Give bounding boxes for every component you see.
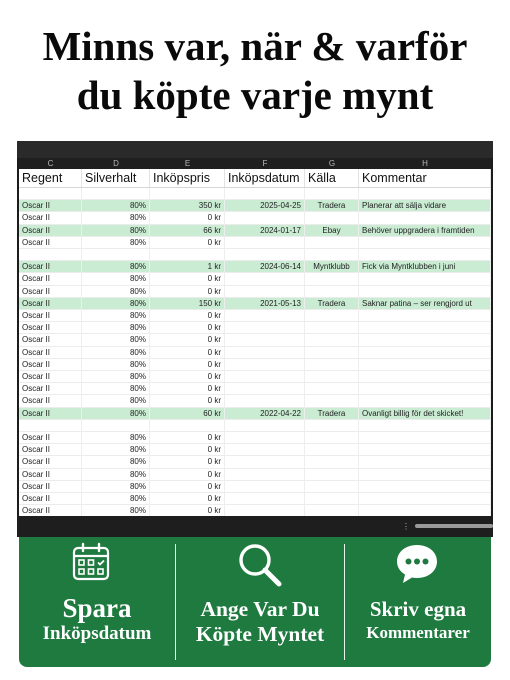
cell-silverhalt[interactable]: 80% [82, 493, 150, 505]
cell-kalla[interactable]: Tradera [305, 200, 359, 212]
cell-regent[interactable]: Oscar II [19, 395, 82, 407]
table-row[interactable] [19, 493, 491, 505]
cell-silverhalt[interactable] [82, 188, 150, 200]
cell-regent[interactable]: Oscar II [19, 456, 82, 468]
cell-silverhalt[interactable]: 80% [82, 481, 150, 493]
cell-inkopspris[interactable]: 0 kr [150, 237, 225, 249]
cell-inkopspris[interactable]: 0 kr [150, 334, 225, 346]
feature-where [176, 537, 344, 667]
chat-bubble-icon [394, 542, 440, 586]
calendar-icon [71, 542, 111, 582]
cell-regent[interactable]: Oscar II [19, 469, 82, 481]
table-row[interactable] [19, 225, 491, 237]
table-row[interactable] [19, 273, 491, 285]
cell-kalla[interactable] [305, 371, 359, 383]
cell-kommentar[interactable] [359, 505, 491, 516]
sheet-statusbar [17, 516, 493, 537]
cell-kommentar[interactable] [359, 395, 491, 407]
cell-inkopspris[interactable]: 0 kr [150, 432, 225, 444]
cell-inkopsdatum[interactable] [225, 420, 305, 432]
cell-kalla[interactable] [305, 432, 359, 444]
cell-inkopsdatum[interactable] [225, 371, 305, 383]
cell-regent[interactable]: Oscar II [19, 200, 82, 212]
table-row[interactable] [19, 383, 491, 395]
cell-inkopspris[interactable]: 0 kr [150, 286, 225, 298]
feature-banner [19, 537, 491, 667]
cell-silverhalt[interactable]: 80% [82, 200, 150, 212]
cell-kalla[interactable] [305, 420, 359, 432]
table-row[interactable] [19, 249, 491, 261]
column-letter[interactable]: G [328, 159, 336, 168]
cell-inkopspris[interactable]: 0 kr [150, 444, 225, 456]
cell-silverhalt[interactable]: 80% [82, 456, 150, 468]
cell-inkopsdatum[interactable] [225, 469, 305, 481]
feature-title: Ange Var Du [200, 597, 320, 621]
cell-inkopspris[interactable]: 0 kr [150, 212, 225, 224]
header-cell-kommentar[interactable]: Kommentar [359, 169, 491, 187]
table-row[interactable] [19, 322, 491, 334]
table-row[interactable] [19, 212, 491, 224]
cell-inkopsdatum[interactable] [225, 456, 305, 468]
feature-save-date [19, 537, 175, 667]
cell-regent[interactable]: Oscar II [19, 334, 82, 346]
table-row[interactable] [19, 395, 491, 407]
cell-kalla[interactable]: Tradera [305, 408, 359, 420]
cell-inkopspris[interactable]: 0 kr [150, 273, 225, 285]
cell-regent[interactable]: Oscar II [19, 298, 82, 310]
cell-kommentar[interactable] [359, 212, 491, 224]
cell-inkopspris[interactable]: 350 kr [150, 200, 225, 212]
horizontal-scrollbar[interactable] [415, 524, 493, 528]
cell-regent[interactable]: Oscar II [19, 383, 82, 395]
cell-inkopsdatum[interactable] [225, 334, 305, 346]
cell-silverhalt[interactable]: 80% [82, 347, 150, 359]
cell-silverhalt[interactable]: 80% [82, 359, 150, 371]
table-row[interactable] [19, 444, 491, 456]
cell-kommentar[interactable] [359, 286, 491, 298]
table-row[interactable] [19, 469, 491, 481]
cell-regent[interactable]: Oscar II [19, 286, 82, 298]
cell-regent[interactable]: Oscar II [19, 225, 82, 237]
cell-inkopsdatum[interactable] [225, 444, 305, 456]
cell-silverhalt[interactable]: 80% [82, 408, 150, 420]
cell-inkopspris[interactable]: 0 kr [150, 395, 225, 407]
cell-inkopspris[interactable]: 0 kr [150, 322, 225, 334]
cell-inkopsdatum[interactable] [225, 249, 305, 261]
cell-regent[interactable]: Oscar II [19, 212, 82, 224]
header-cell-regent[interactable]: Regent [19, 169, 82, 187]
cell-silverhalt[interactable]: 80% [82, 371, 150, 383]
cell-silverhalt[interactable] [82, 249, 150, 261]
table-row[interactable] [19, 286, 491, 298]
cell-inkopsdatum[interactable] [225, 432, 305, 444]
cell-regent[interactable]: Oscar II [19, 322, 82, 334]
cell-inkopsdatum[interactable] [225, 322, 305, 334]
sheet-grid [19, 169, 491, 516]
cell-kommentar[interactable] [359, 383, 491, 395]
cell-regent[interactable]: Oscar II [19, 359, 82, 371]
cell-inkopspris[interactable]: 0 kr [150, 383, 225, 395]
cell-kommentar[interactable]: Behöver uppgradera i framtiden [359, 225, 491, 237]
cell-silverhalt[interactable]: 80% [82, 237, 150, 249]
cell-kommentar[interactable] [359, 334, 491, 346]
column-letter[interactable]: C [47, 159, 54, 168]
cell-kalla[interactable] [305, 395, 359, 407]
cell-inkopsdatum[interactable]: 2022-04-22 [225, 408, 305, 420]
cell-kalla[interactable] [305, 188, 359, 200]
cell-inkopspris[interactable]: 0 kr [150, 359, 225, 371]
table-row[interactable] [19, 310, 491, 322]
column-letter[interactable]: E [184, 159, 191, 168]
cell-kalla[interactable] [305, 493, 359, 505]
cell-inkopsdatum[interactable] [225, 286, 305, 298]
cell-inkopsdatum[interactable] [225, 395, 305, 407]
header-row [19, 169, 491, 188]
cell-kommentar[interactable] [359, 371, 491, 383]
cell-regent[interactable] [19, 249, 82, 261]
cell-inkopspris[interactable]: 0 kr [150, 347, 225, 359]
cell-regent[interactable]: Oscar II [19, 444, 82, 456]
cell-silverhalt[interactable] [82, 420, 150, 432]
table-row[interactable] [19, 359, 491, 371]
header-cell-kalla[interactable]: Källa [305, 169, 359, 187]
cell-inkopsdatum[interactable] [225, 383, 305, 395]
cell-kalla[interactable] [305, 286, 359, 298]
cell-inkopsdatum[interactable] [225, 273, 305, 285]
spreadsheet-screenshot [17, 141, 493, 537]
table-row[interactable] [19, 420, 491, 432]
cell-kalla[interactable]: Tradera [305, 298, 359, 310]
cell-silverhalt[interactable]: 80% [82, 322, 150, 334]
cell-inkopspris[interactable] [150, 249, 225, 261]
cell-kommentar[interactable] [359, 310, 491, 322]
cell-kalla[interactable] [305, 481, 359, 493]
cell-kalla[interactable] [305, 444, 359, 456]
cell-silverhalt[interactable]: 80% [82, 298, 150, 310]
table-row[interactable] [19, 347, 491, 359]
cell-silverhalt[interactable]: 80% [82, 469, 150, 481]
feature-subtitle: Inköpsdatum [42, 623, 152, 644]
cell-inkopspris[interactable]: 66 kr [150, 225, 225, 237]
cell-regent[interactable] [19, 188, 82, 200]
cell-kommentar[interactable] [359, 444, 491, 456]
table-row[interactable] [19, 188, 491, 200]
table-row[interactable] [19, 456, 491, 468]
cell-kommentar[interactable]: Planerar att sälja vidare [359, 200, 491, 212]
cell-silverhalt[interactable]: 80% [82, 432, 150, 444]
cell-inkopspris[interactable]: 0 kr [150, 371, 225, 383]
cell-kalla[interactable] [305, 249, 359, 261]
cell-inkopsdatum[interactable]: 2024-06-14 [225, 261, 305, 273]
cell-kalla[interactable] [305, 505, 359, 516]
table-row[interactable] [19, 200, 491, 212]
feature-title: Spara [62, 593, 132, 623]
cell-regent[interactable]: Oscar II [19, 505, 82, 516]
header-cell-inkopsdatum[interactable]: Inköpsdatum [225, 169, 305, 187]
cell-kommentar[interactable] [359, 347, 491, 359]
headline-line-2: du köpte varje mynt [76, 72, 434, 118]
feature-comments [345, 537, 491, 667]
cell-kalla[interactable] [305, 273, 359, 285]
cell-silverhalt[interactable]: 80% [82, 383, 150, 395]
magnifier-icon [236, 542, 284, 588]
cell-silverhalt[interactable]: 80% [82, 334, 150, 346]
cell-kommentar[interactable] [359, 359, 491, 371]
cell-inkopspris[interactable]: 0 kr [150, 481, 225, 493]
cell-kommentar[interactable] [359, 249, 491, 261]
cell-kommentar[interactable] [359, 188, 491, 200]
cell-silverhalt[interactable]: 80% [82, 225, 150, 237]
feature-subtitle: Kommentarer [366, 623, 470, 642]
header-cell-silverhalt[interactable]: Silverhalt [82, 169, 150, 187]
sheet-toolbar [17, 141, 493, 158]
table-row[interactable] [19, 371, 491, 383]
table-row[interactable] [19, 261, 491, 273]
table-row[interactable] [19, 408, 491, 420]
cell-regent[interactable]: Oscar II [19, 273, 82, 285]
cell-inkopspris[interactable]: 1 kr [150, 261, 225, 273]
cell-inkopsdatum[interactable] [225, 481, 305, 493]
cell-inkopspris[interactable]: 0 kr [150, 505, 225, 516]
cell-regent[interactable] [19, 420, 82, 432]
cell-inkopsdatum[interactable] [225, 237, 305, 249]
cell-inkopsdatum[interactable] [225, 188, 305, 200]
cell-inkopsdatum[interactable] [225, 212, 305, 224]
cell-regent[interactable]: Oscar II [19, 432, 82, 444]
cell-kalla[interactable]: Ebay [305, 225, 359, 237]
cell-kalla[interactable] [305, 322, 359, 334]
cell-kalla[interactable] [305, 237, 359, 249]
cell-kalla[interactable] [305, 456, 359, 468]
cell-kalla[interactable] [305, 347, 359, 359]
cell-inkopsdatum[interactable] [225, 347, 305, 359]
feature-subtitle: Köpte Myntet [195, 622, 325, 646]
cell-kommentar[interactable] [359, 493, 491, 505]
cell-regent[interactable]: Oscar II [19, 347, 82, 359]
cell-inkopsdatum[interactable] [225, 505, 305, 516]
cell-silverhalt[interactable]: 80% [82, 444, 150, 456]
cell-silverhalt[interactable]: 80% [82, 212, 150, 224]
cell-inkopspris[interactable]: 0 kr [150, 456, 225, 468]
cell-silverhalt[interactable]: 80% [82, 310, 150, 322]
cell-inkopsdatum[interactable] [225, 310, 305, 322]
cell-inkopsdatum[interactable] [225, 493, 305, 505]
cell-kalla[interactable] [305, 383, 359, 395]
cell-kommentar[interactable] [359, 237, 491, 249]
table-row[interactable] [19, 237, 491, 249]
cell-kommentar[interactable] [359, 456, 491, 468]
table-row[interactable] [19, 298, 491, 310]
cell-silverhalt[interactable]: 80% [82, 505, 150, 516]
cell-inkopspris[interactable] [150, 420, 225, 432]
headline [0, 22, 510, 120]
cell-kalla[interactable] [305, 359, 359, 371]
table-row[interactable] [19, 334, 491, 346]
cell-kalla[interactable]: Myntklubb [305, 261, 359, 273]
column-letters [19, 158, 491, 169]
cell-regent[interactable]: Oscar II [19, 310, 82, 322]
cell-inkopspris[interactable]: 150 kr [150, 298, 225, 310]
cell-regent[interactable]: Oscar II [19, 408, 82, 420]
headline-line-1: Minns var, när & varför [42, 23, 468, 69]
feature-title: Skriv egna [369, 597, 467, 621]
column-letter[interactable]: D [113, 159, 119, 168]
cell-inkopsdatum[interactable] [225, 359, 305, 371]
cell-kalla[interactable] [305, 310, 359, 322]
cell-inkopspris[interactable]: 0 kr [150, 469, 225, 481]
table-row[interactable] [19, 481, 491, 493]
cell-regent[interactable]: Oscar II [19, 237, 82, 249]
cell-inkopspris[interactable]: 0 kr [150, 310, 225, 322]
cell-kommentar[interactable]: Ovanligt billig för det skicket! [359, 408, 491, 420]
cell-kalla[interactable] [305, 212, 359, 224]
cell-regent[interactable]: Oscar II [19, 371, 82, 383]
cell-inkopspris[interactable]: 60 kr [150, 408, 225, 420]
cell-inkopspris[interactable] [150, 188, 225, 200]
cell-inkopsdatum[interactable]: 2021-05-13 [225, 298, 305, 310]
column-letter[interactable]: H [422, 159, 428, 168]
cell-kommentar[interactable] [359, 469, 491, 481]
cell-regent[interactable]: Oscar II [19, 481, 82, 493]
cell-kommentar[interactable] [359, 432, 491, 444]
cell-regent[interactable]: Oscar II [19, 493, 82, 505]
cell-kalla[interactable] [305, 334, 359, 346]
cell-inkopspris[interactable]: 0 kr [150, 493, 225, 505]
table-row[interactable] [19, 432, 491, 444]
cell-inkopsdatum[interactable]: 2024-01-17 [225, 225, 305, 237]
cell-kommentar[interactable]: Fick via Myntklubben i juni [359, 261, 491, 273]
cell-kommentar[interactable] [359, 420, 491, 432]
cell-kommentar[interactable] [359, 273, 491, 285]
cell-silverhalt[interactable]: 80% [82, 286, 150, 298]
column-letter[interactable]: F [262, 159, 268, 168]
table-row[interactable] [19, 505, 491, 516]
cell-kalla[interactable] [305, 469, 359, 481]
cell-silverhalt[interactable]: 80% [82, 273, 150, 285]
cell-silverhalt[interactable]: 80% [82, 261, 150, 273]
more-options-icon[interactable]: ⋮ [402, 522, 410, 531]
cell-kommentar[interactable] [359, 322, 491, 334]
header-cell-inkopspris[interactable]: Inköpspris [150, 169, 225, 187]
cell-regent[interactable]: Oscar II [19, 261, 82, 273]
cell-silverhalt[interactable]: 80% [82, 395, 150, 407]
cell-kommentar[interactable] [359, 481, 491, 493]
cell-kommentar[interactable]: Saknar patina – ser rengjord ut [359, 298, 491, 310]
cell-inkopsdatum[interactable]: 2025-04-25 [225, 200, 305, 212]
